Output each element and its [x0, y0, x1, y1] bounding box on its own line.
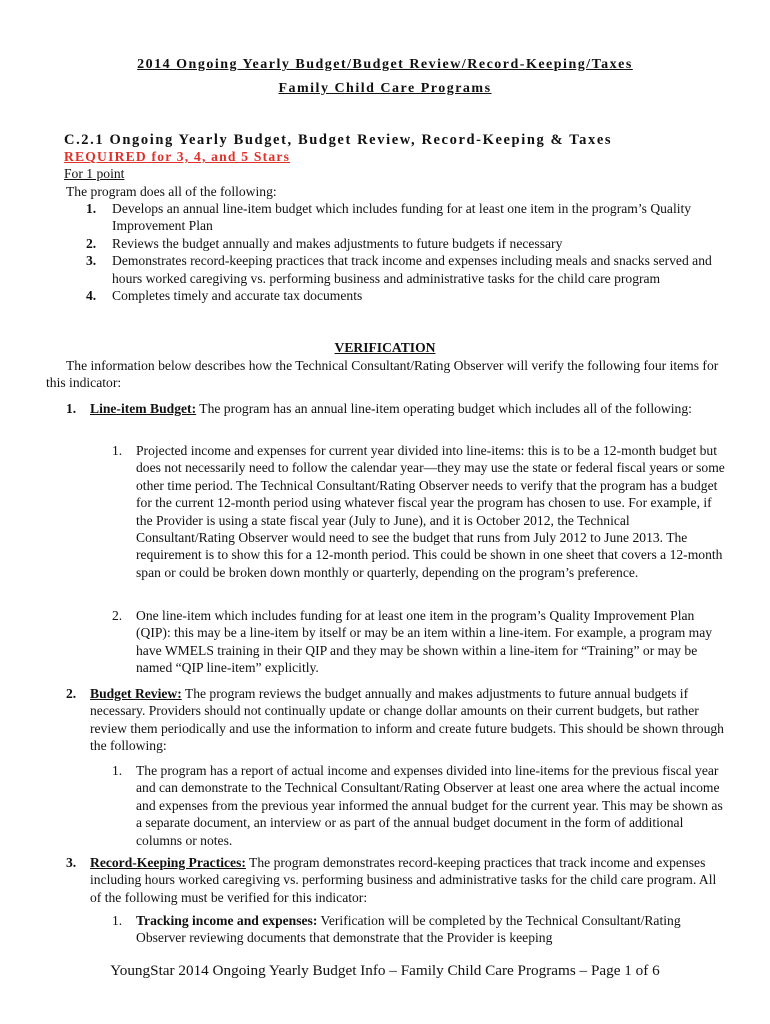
- item-heading: Budget Review:: [90, 686, 182, 701]
- sub-item: [112, 762, 727, 849]
- verification-heading: VERIFICATION: [334, 340, 436, 355]
- item-heading: Record-Keeping Practices:: [90, 855, 246, 870]
- sub-item-text: Verification will be completed by the Technical Consultant/Rating Observer reviewing documents that demonstrate that the Provider is keeping: [136, 913, 681, 946]
- item-heading: Line-item Budget:: [90, 401, 197, 416]
- sub-item: [112, 442, 727, 581]
- criteria-text: Reviews the budget annually and makes adjustments to future budgets if necessary: [112, 235, 563, 251]
- sub-item-number: 1.: [112, 763, 123, 778]
- section-heading: C.2.1 Ongoing Yearly Budget, Budget Review, Record-Keeping & Taxes: [64, 132, 613, 148]
- sub-item: [112, 912, 727, 947]
- criteria-list: [66, 200, 726, 304]
- verification-item-budget-review: [66, 685, 730, 755]
- criteria-number: 1.: [86, 201, 97, 216]
- criteria-text: Completes timely and accurate tax documents: [112, 288, 363, 304]
- criteria-item: [66, 200, 726, 235]
- item-text: The program demonstrates record-keeping practices that track income and expenses including hours worked caregiving vs. performing business and administrative tasks for the child care program. All of the following must be verified for this indicator:: [90, 855, 717, 905]
- sub-item-number: 1.: [112, 913, 123, 928]
- sub-item-number: 2.: [112, 608, 123, 623]
- document-title-line2: Family Child Care Programs: [278, 81, 492, 96]
- verification-item-record-keeping: [66, 854, 730, 906]
- item-number: 1.: [66, 401, 77, 416]
- points-label: For 1 point: [64, 166, 125, 181]
- verification-intro: The information below describes how the Technical Consultant/Rating Observer will verify the following four items for this indicator:: [46, 358, 719, 391]
- criteria-number: 2.: [86, 235, 97, 251]
- item-text: The program reviews the budget annually and makes adjustments to future annual budgets if necessary. Providers should not continually update or change dollar amounts on their current budgets, but rather review them periodically and use the information to inform and create future budgets. This should be shown through the following:: [90, 686, 724, 754]
- item-text: The program has an annual line-item operating budget which includes all of the following:: [196, 401, 692, 416]
- sub-item-text: The program has a report of actual income and expenses divided into line-items for the previous fiscal year and can demonstrate to the Technical Consultant/Rating Observer at least one area where the actual income and expenses from the previous year informed the annual budget for the current year. This may be shown as a separate document, an interview or as part of the annual budget document in the form of additional columns or notes.: [136, 763, 723, 848]
- item-number: 3.: [66, 855, 77, 870]
- verification-item-line-item-budget: [66, 400, 730, 417]
- sub-item-text: Projected income and expenses for current year divided into line-items: this is to be a 12-month budget but does not necessarily need to follow the calendar year—they may use the state or federal fiscal years or some other time period. The Technical Consultant/Rating Observer needs to verify that the program has a budget for the current 12-month period using whatever fiscal year the program has chosen to use. For example, if the Provider is using a state fiscal year (July to June), and it is October 2012, the Technical Consultant/Rating Observer would need to see the budget that runs from July 2012 to June 2013. The requirement is to show this for a 12-month period. This could be shown in one sheet that covers a 12-month span or could be broken down monthly or quarterly, depending on the program’s preference.: [136, 443, 725, 580]
- sub-item-heading: Tracking income and expenses:: [136, 913, 318, 928]
- item-number: 2.: [66, 686, 77, 701]
- sub-item: [112, 607, 727, 677]
- criteria-text: Develops an annual line-item budget which includes funding for at least one item in the program’s Quality Improvement Plan: [112, 201, 692, 234]
- sub-item-text: One line-item which includes funding for at least one item in the program’s Quality Improvement Plan (QIP): this may be a line-item by itself or may be an item within a line-item. For example, a program may have WMELS training in their QIP and they may be shown within a line-item for “Training” or may be named “QIP line-item” explicitly.: [136, 608, 713, 676]
- criteria-text: Demonstrates record-keeping practices that track income and expenses including meals and snacks served and hours worked caregiving vs. performing business and administrative tasks for the child care program: [112, 253, 712, 286]
- sub-item-number: 1.: [112, 443, 123, 458]
- criteria-intro: The program does all of the following:: [66, 184, 277, 199]
- criteria-item: [66, 252, 726, 287]
- criteria-number: 3.: [86, 253, 97, 269]
- criteria-number: 4.: [86, 288, 97, 304]
- criteria-item: [66, 235, 726, 252]
- required-note: REQUIRED for 3, 4, and 5 Stars: [64, 149, 291, 164]
- document-title-line1: 2014 Ongoing Yearly Budget/Budget Review/Record-Keeping/Taxes: [137, 57, 633, 72]
- page-footer: YoungStar 2014 Ongoing Yearly Budget Info – Family Child Care Programs – Page 1 of 6: [110, 962, 660, 979]
- criteria-item: [66, 287, 726, 304]
